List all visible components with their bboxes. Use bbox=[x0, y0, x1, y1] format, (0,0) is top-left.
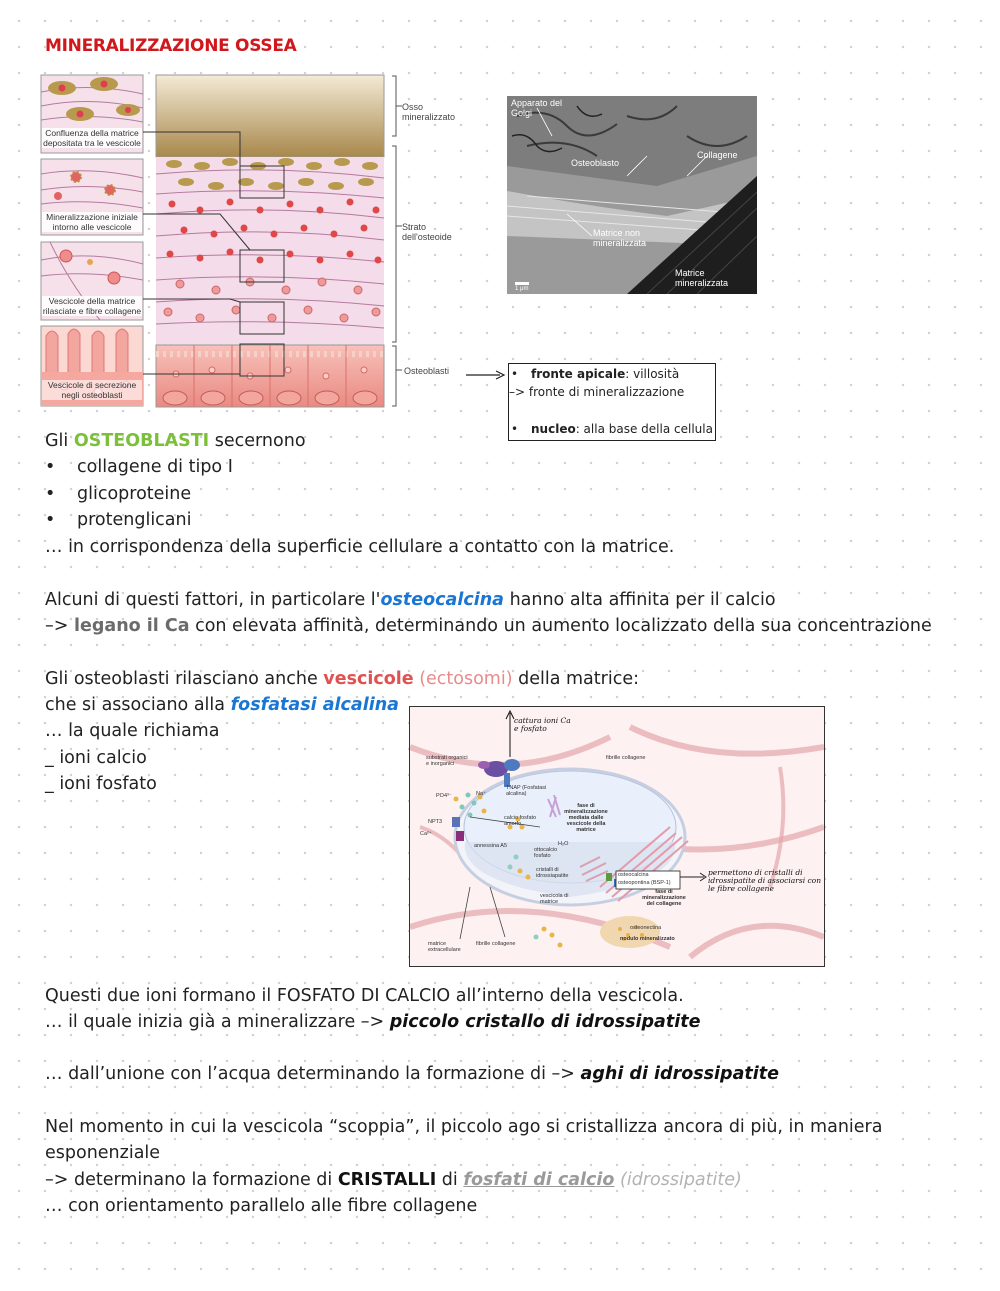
em-label-golgi: Apparato del Golgi bbox=[511, 98, 563, 118]
label-vescicola: vescicola di matrice bbox=[540, 893, 569, 905]
label-osteoblasti: Osteoblasti bbox=[404, 366, 450, 376]
label-fibrille-top: fibrille collagene bbox=[606, 755, 646, 761]
label-nodulo: nodulo mineralizzato bbox=[620, 936, 675, 942]
vesicles-suffix: della matrice: bbox=[512, 669, 639, 689]
list-item: collagene di tipo I bbox=[77, 457, 233, 477]
phosphate-line-1: Questi due ioni formano il FOSFATO DI CALCIO all’interno della vescicola. bbox=[45, 986, 684, 1006]
vesicles-line-2-prefix: che si associano alla bbox=[45, 695, 231, 715]
label-calcio-fosfato: calcio fosfato amorfo bbox=[504, 815, 537, 827]
matrix-vesicle-art bbox=[410, 707, 824, 966]
osteocalcin-line-1 bbox=[45, 590, 776, 610]
vesicles-paren: (ectosomi) bbox=[413, 669, 513, 689]
label-ca: Ca²⁺ bbox=[420, 831, 432, 837]
page-title: MINERALIZZAZIONE OSSEA bbox=[45, 36, 297, 56]
osteoblasts-closing: … in corrispondenza della superficie cellulare a contatto con la matrice. bbox=[45, 537, 675, 557]
osteoblasts-intro-suffix: secernono bbox=[209, 431, 306, 451]
osteocalcin-line-2-suffix: con elevata affinità, determinando un aumento localizzato della sua concentrazione bbox=[189, 616, 932, 636]
em-label-matrice-min: Matrice mineralizzata bbox=[675, 268, 729, 288]
label-strato-osteoide: Strato dell'osteoide bbox=[402, 222, 452, 242]
vesicles-prefix: Gli osteoblasti rilasciano anche bbox=[45, 669, 324, 689]
label-h2o: H₂O bbox=[558, 841, 569, 847]
vesicles-line-5: _ ioni fosfato bbox=[45, 774, 157, 794]
vesicles-line-2 bbox=[45, 695, 399, 715]
phosphate-line-2-bold: piccolo cristallo di idrossipatite bbox=[389, 1012, 701, 1032]
osteocalcin-highlight: osteocalcina bbox=[380, 590, 504, 610]
label-fase2: fase di mineralizzazione del collagene bbox=[642, 889, 686, 907]
panel-label-4: Vescicole di secrezione negli osteoblasti bbox=[42, 380, 142, 400]
electron-micrograph bbox=[507, 96, 757, 294]
list-item: glicoproteine bbox=[77, 484, 192, 504]
osteocalcin-line-2 bbox=[45, 616, 932, 636]
handnote-right: permettono di cristalli di idrossipatite di associarsi con le fibre collagene bbox=[708, 868, 822, 893]
crystals-line-2: esponenziale bbox=[45, 1143, 161, 1163]
main-column bbox=[143, 75, 402, 407]
label-po4: PO4³⁻ bbox=[436, 793, 452, 799]
bullet-icon: • bbox=[45, 457, 56, 477]
crystals-line-1: Nel momento in cui la vescicola “scoppia”, il piccolo ago si cristallizza ancora di più, in maniera bbox=[45, 1117, 883, 1137]
em-label-osteoblasto: Osteoblasto bbox=[571, 158, 620, 168]
note-item-1-sub: –> fronte di mineralizzazione bbox=[509, 385, 685, 399]
list-item: protenglicani bbox=[77, 510, 192, 530]
note-item-2-bold: nucleo bbox=[531, 422, 576, 436]
label-substrati: substrati organici e inorganici bbox=[426, 755, 468, 767]
vesicles-line-1 bbox=[45, 669, 639, 689]
phosphate-line-3 bbox=[45, 1064, 779, 1084]
osteoblasts-highlight: OSTEOBLASTI bbox=[73, 431, 210, 451]
phosphate-line-2-prefix: … il quale inizia già a mineralizzare –> bbox=[45, 1012, 390, 1032]
matrix-vesicle-diagram bbox=[409, 706, 825, 967]
note-item-1-rest: : villosità bbox=[625, 367, 680, 381]
calcium-phosphate-link[interactable]: fosfati di calcio bbox=[463, 1170, 615, 1190]
phosphate-line-3-bold: aghi di idrossipatite bbox=[580, 1064, 779, 1084]
label-npt3: NPT3 bbox=[428, 819, 443, 825]
handnote-top: cattura ioni Ca e fosfato bbox=[514, 716, 571, 733]
em-scale-bar: 1 μm bbox=[515, 286, 529, 292]
osteocalcin-suffix: hanno alta affinita per il calcio bbox=[504, 590, 776, 610]
label-osso-mineralizzato: Osso mineralizzato bbox=[402, 102, 456, 122]
label-na: Na⁺ bbox=[476, 791, 486, 797]
panel-label-3: Vescicole della matrice rilasciate e fibre collagene bbox=[42, 296, 142, 316]
vesicles-highlight: vescicole bbox=[323, 669, 414, 689]
label-annessina: annessina A5 bbox=[474, 843, 508, 849]
bullet-icon: • bbox=[45, 484, 56, 504]
crystals-paren: (idrossipatite) bbox=[614, 1170, 742, 1190]
label-cristalli: cristalli di idrossiapatite bbox=[536, 867, 569, 879]
osteoblasts-intro-prefix: Gli bbox=[45, 431, 74, 451]
phosphate-line-2 bbox=[45, 1012, 700, 1032]
crystals-line-4: … con orientamento parallelo alle fibre collagene bbox=[45, 1196, 478, 1216]
bullet-icon: • bbox=[511, 367, 519, 381]
arrow-prefix: –> bbox=[45, 616, 74, 636]
crystals-mid: di bbox=[436, 1170, 464, 1190]
micrograph-art bbox=[507, 96, 757, 294]
note-item-2-rest: : alla base della cellula bbox=[575, 422, 713, 436]
osteoblast-note-box bbox=[508, 363, 716, 441]
note-item-1-bold: fronte apicale bbox=[531, 367, 626, 381]
note-item-2 bbox=[531, 422, 713, 436]
label-osteocalcina: osteocalcina bbox=[618, 872, 649, 878]
label-fase: fase di mineralizzazione mediata dalle vescicole della matrice bbox=[564, 803, 608, 833]
arrow-icon bbox=[464, 368, 508, 382]
bullet-icon: • bbox=[45, 510, 56, 530]
osteocalcin-prefix: Alcuni di questi fattori, in particolare l' bbox=[45, 590, 381, 610]
crystals-line-3-prefix: –> determinano la formazione di bbox=[45, 1170, 338, 1190]
label-tnap: TNAP (Fosfatasi alcalina) bbox=[506, 785, 547, 797]
bullet-icon: • bbox=[511, 422, 519, 436]
vesicles-line-3: … la quale richiama bbox=[45, 721, 220, 741]
osteoblasts-intro bbox=[45, 431, 306, 451]
label-osteopontina: osteopontina (BSP-1) bbox=[618, 880, 671, 886]
crystals-line-3 bbox=[45, 1170, 742, 1190]
osteocalcin-bold: legano il Ca bbox=[73, 616, 190, 636]
vesicles-line-4: _ ioni calcio bbox=[45, 748, 147, 768]
label-ottocalcio: ottocalcio fosfato bbox=[534, 847, 558, 859]
label-osteonectina: osteonectina bbox=[630, 925, 662, 931]
alkaline-phosphatase-highlight: fosfatasi alcalina bbox=[230, 695, 399, 715]
crystals-bold: CRISTALLI bbox=[337, 1170, 437, 1190]
panel-label-1: Confluenza della matrice depositata tra le vescicole bbox=[43, 128, 141, 148]
em-label-collagene: Collagene bbox=[697, 150, 738, 160]
panel-label-2: Mineralizzazione iniziale intorno alle vescicole bbox=[42, 212, 142, 232]
em-label-matrice-non-min: Matrice non mineralizzata bbox=[593, 228, 647, 248]
label-matrice: matrice extracellulare bbox=[428, 941, 461, 953]
note-item-1 bbox=[531, 367, 679, 381]
label-fibrille-bottom: fibrille collagene bbox=[476, 941, 516, 947]
phosphate-line-3-prefix: … dall’unione con l’acqua determinando la formazione di –> bbox=[45, 1064, 581, 1084]
mineralization-diagram bbox=[40, 74, 470, 408]
